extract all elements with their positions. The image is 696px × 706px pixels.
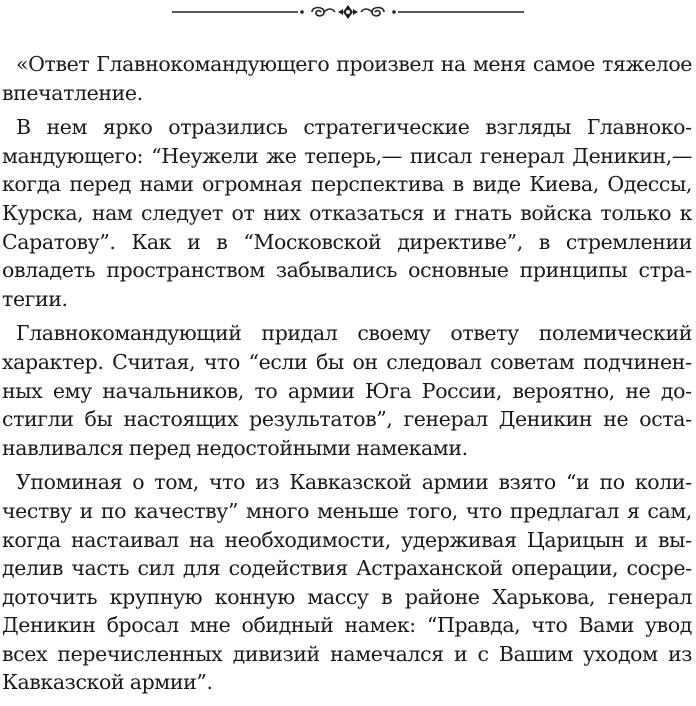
paragraph: Упоминая о том, что из Кавказской армии взято “и по количеству и по качеству” много меньше того, что предлагал я сам, когда настаивал на необходимости, удерживая Царицын и выделив часть сил для содействия Астраханской операции, сосредоточить крупную конную массу в районе Харькова, генерал Деникин бросал мне обидный намек: “Правда, что Вами увод всех перечисленных дивизий намечался и с Вашим уходом из Кавказской армии”.	[2, 470, 692, 695]
scroll-divider-ornament-icon	[172, 2, 524, 22]
paragraph: В нем ярко отразились стратегические взгляды Главнокомандующего: “Неужели же теперь,— писал генерал Деникин,— когда перед нами огромная перспектива в виде Киева, Одессы, Курска, нам следует от них отказаться и гнать войска только к Саратову”. Как и в “Московской директиве”, в стремлении овладеть пространством забывались основные принципы стратегии.	[2, 115, 692, 311]
paragraph: Главнокомандующий придал своему ответу полемический характер. Считая, что “если бы он следовал советам подчиненных ему начальников, то армии Юга России, вероятно, не достигли бы настоящих результатов”, генерал Деникин не останавливался перед недостойными намеками.	[2, 321, 692, 460]
paragraph: «Ответ Главнокомандующего произвел на меня самое тяжелое впечатление.	[2, 52, 692, 105]
body-text	[2, 50, 692, 703]
